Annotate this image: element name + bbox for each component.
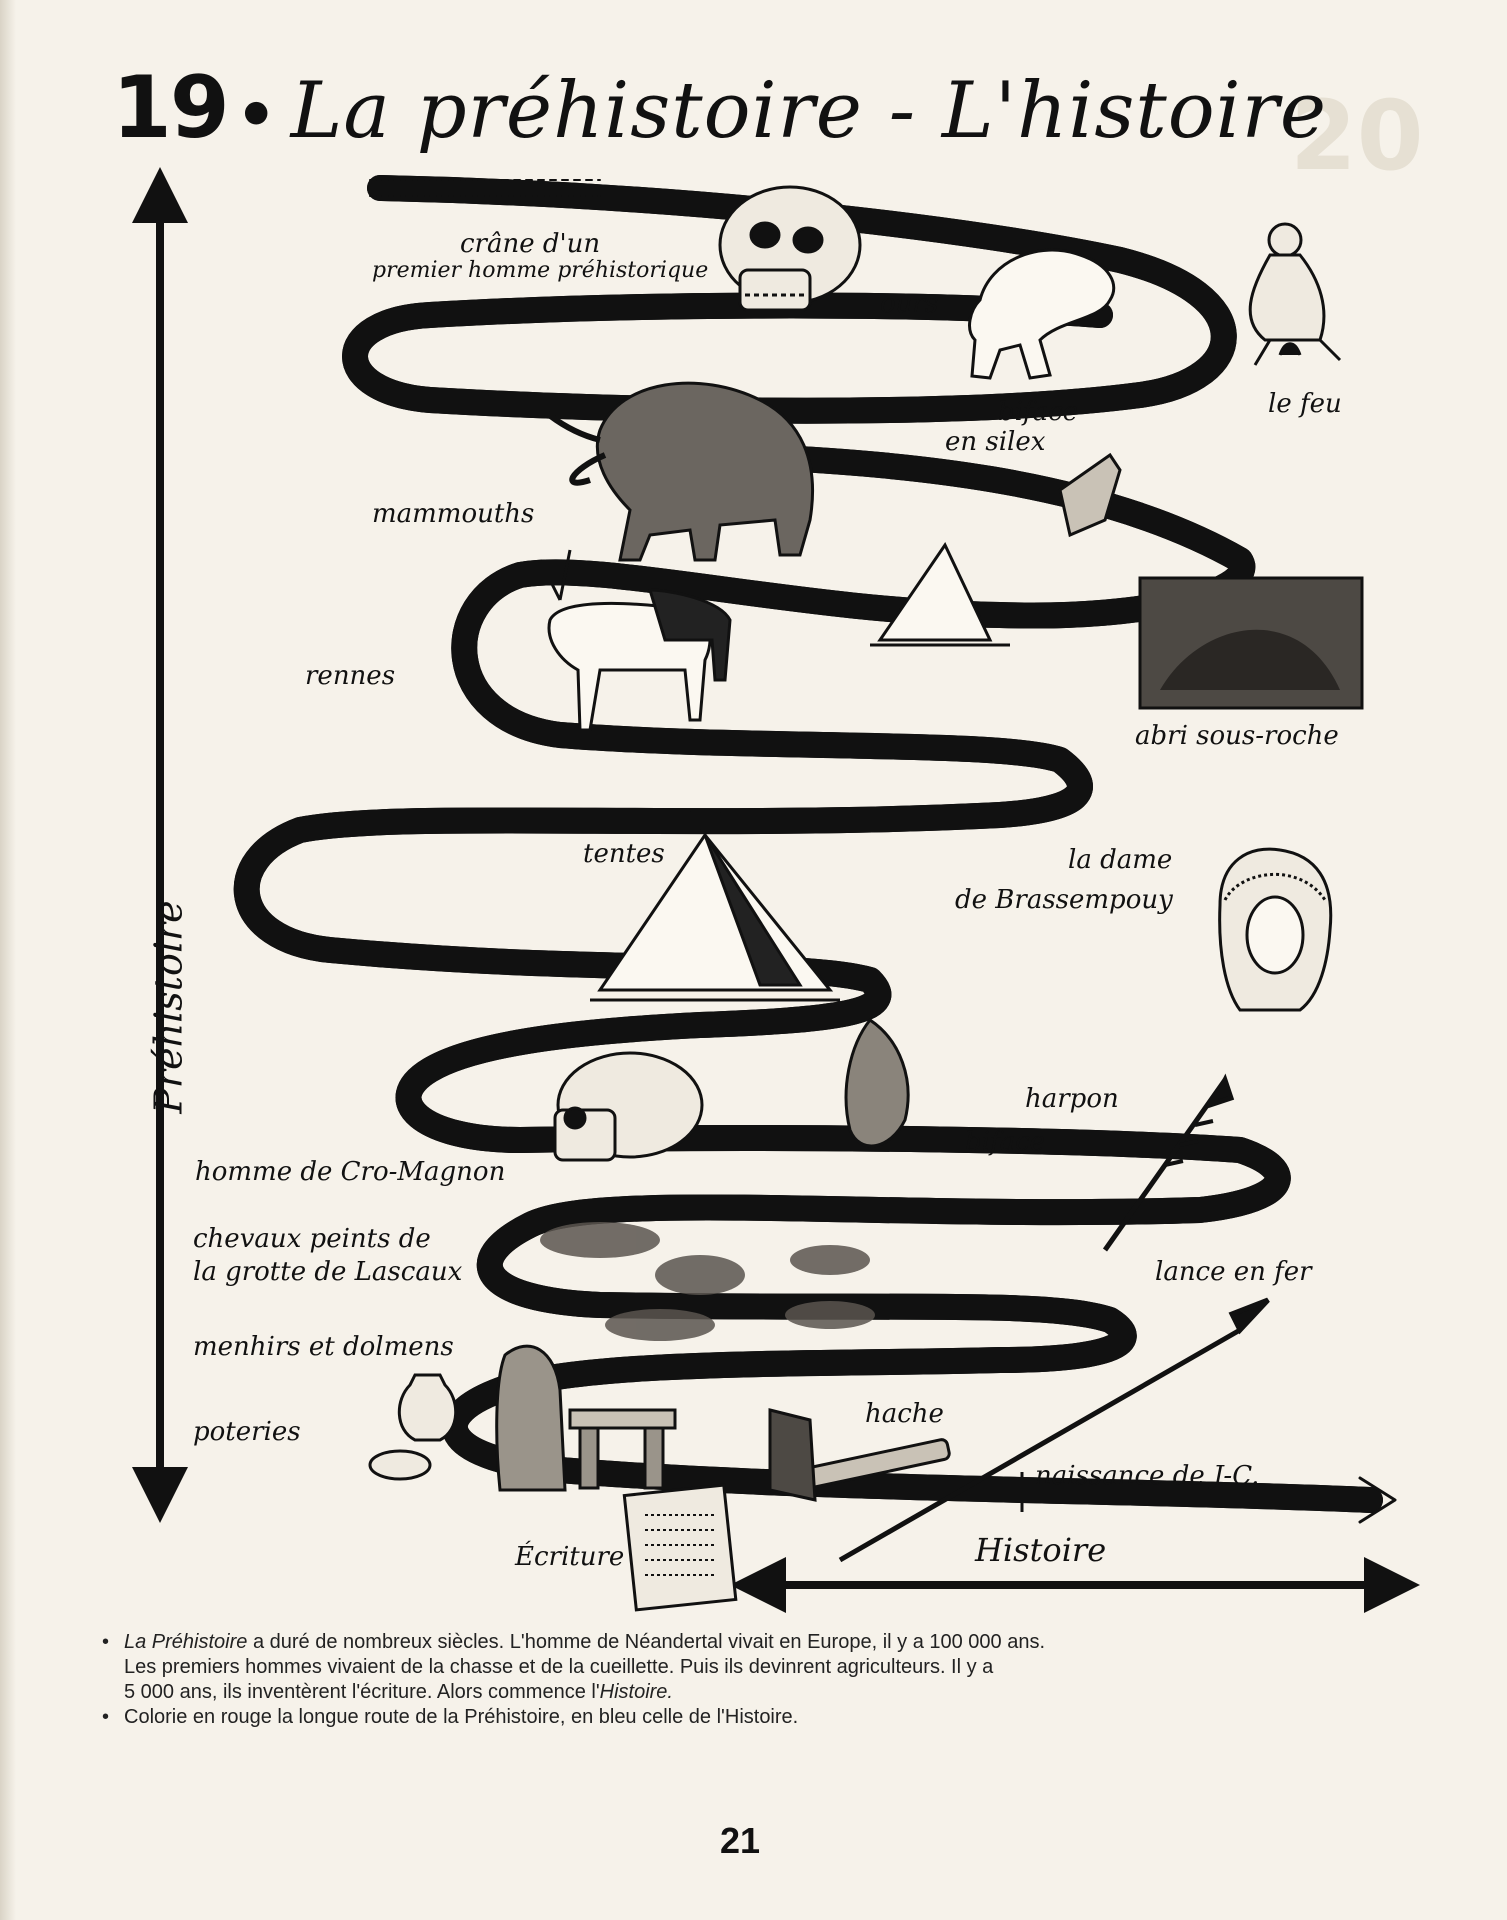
note-1-text-b: Les premiers hommes vivaient de la chasse et de la cueillette. Puis ils devinrent agriculteurs. Il y a <box>124 1656 994 1678</box>
pottery-icon <box>370 1375 456 1479</box>
note-1-em-prehistoire: La Préhistoire <box>124 1631 248 1653</box>
note-2-text: Colorie en rouge la longue route de la Préhistoire, en bleu celle de l'Histoire. <box>124 1706 799 1728</box>
label-tentes: tentes <box>583 839 665 869</box>
label-dame-2: de Brassempouy <box>955 885 1173 915</box>
label-biface-silex-2: en silex <box>945 427 1046 457</box>
note-1 <box>100 1630 1360 1705</box>
page-number: 21 <box>720 1820 761 1861</box>
skull-icon <box>720 187 860 310</box>
label-lance: lance en fer <box>1155 1257 1312 1287</box>
label-poteries: poteries <box>193 1417 301 1447</box>
label-histoire: Histoire <box>975 1531 1107 1569</box>
bear-icon <box>970 250 1114 378</box>
note-2 <box>100 1705 1360 1730</box>
rock-shelter-icon <box>1140 578 1362 708</box>
label-naissance: naissance de J-C. <box>1035 1461 1260 1491</box>
chapter-number: 19 <box>112 58 228 158</box>
cro-magnon-skull-icon <box>555 1053 702 1160</box>
label-hache: hache <box>865 1399 944 1429</box>
biface-icon <box>846 1020 908 1146</box>
harpoon-icon <box>1105 1080 1231 1250</box>
label-ours: ours <box>880 289 939 319</box>
label-abri: abri sous-roche <box>1135 721 1339 751</box>
label-biface-silex-1: biface <box>998 397 1079 427</box>
title-text: La préhistoire - L'histoire <box>290 66 1328 156</box>
note-1-em-histoire: Histoire. <box>599 1681 673 1703</box>
flint-biface-icon <box>1060 455 1120 535</box>
label-biface: biface <box>965 1127 1046 1157</box>
note-1-text-c: 5 000 ans, ils inventèrent l'écriture. Alors commence l' <box>124 1681 600 1703</box>
note-1-text-a: a duré de nombreux siècles. L'homme de Néandertal vivait en Europe, il y a 100 000 ans. <box>247 1631 1046 1653</box>
label-chevaux-2: la grotte de Lascaux <box>193 1257 463 1287</box>
writing-tablet-icon <box>624 1485 735 1610</box>
label-menhirs: menhirs et dolmens <box>193 1332 454 1362</box>
title-separator: • <box>235 79 277 153</box>
brassempouy-head-icon <box>1220 849 1331 1010</box>
label-prehistoire: Préhistoire <box>146 900 191 1114</box>
label-crane-2: premier homme préhistorique <box>372 258 709 283</box>
small-tent-icon <box>870 545 1010 645</box>
label-rennes: rennes <box>305 661 396 691</box>
label-crane-1: crâne d'un <box>460 229 601 259</box>
bleed-through-text: 20 <box>1290 80 1424 192</box>
label-harpon: harpon <box>1025 1084 1119 1114</box>
label-cro-magnon: homme de Cro-Magnon <box>195 1157 506 1187</box>
label-ecriture: Écriture <box>515 1542 625 1572</box>
fire-man-icon <box>1250 224 1340 365</box>
iron-lance-icon <box>840 1300 1268 1560</box>
notes-list <box>100 1630 1360 1730</box>
label-mammouths: mammouths <box>372 499 535 529</box>
label-feu: le feu <box>1268 389 1342 419</box>
label-chevaux-1: chevaux peints de <box>193 1224 431 1254</box>
label-dame-1: la dame <box>1068 845 1173 875</box>
lascaux-horses-icon <box>540 1222 875 1341</box>
